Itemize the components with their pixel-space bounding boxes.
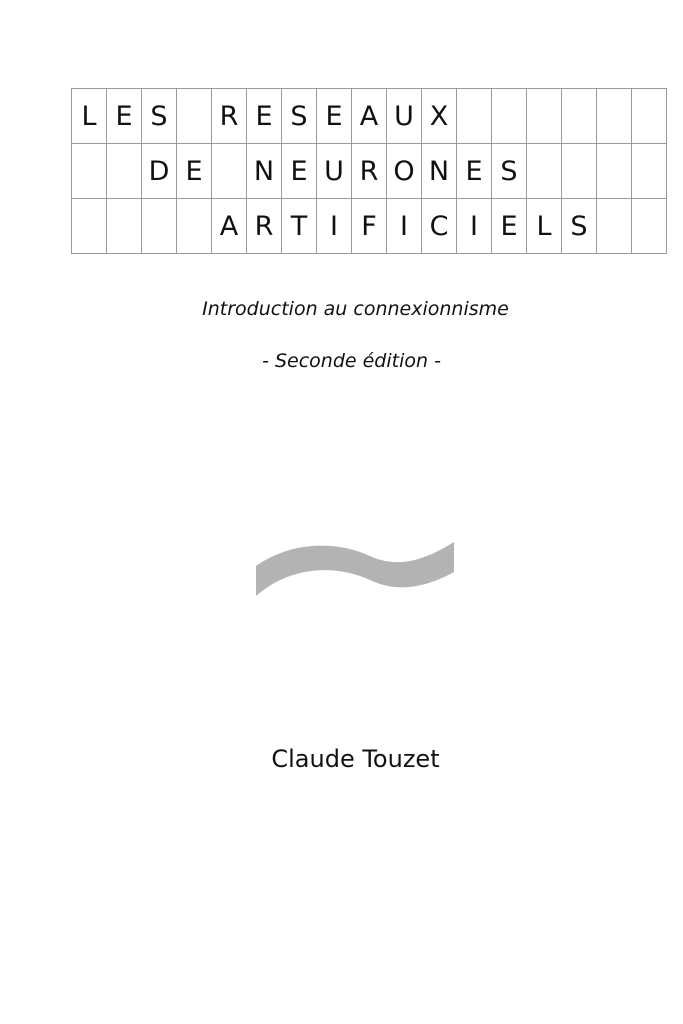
title-grid-cell: L xyxy=(72,89,107,144)
title-grid-cell: E xyxy=(247,89,282,144)
tilde-wave-icon xyxy=(250,536,460,602)
title-grid-cell xyxy=(527,144,562,199)
title-grid-cell xyxy=(142,199,177,254)
title-grid-body xyxy=(72,89,667,254)
title-grid-cell: N xyxy=(422,144,457,199)
title-grid-cell: E xyxy=(492,199,527,254)
title-grid-cell: U xyxy=(317,144,352,199)
title-grid-cell xyxy=(72,199,107,254)
title-grid-cell xyxy=(177,199,212,254)
title-grid-cell: R xyxy=(247,199,282,254)
title-grid-cell: X xyxy=(422,89,457,144)
title-grid-cell xyxy=(632,199,667,254)
title-letter-grid xyxy=(71,88,667,254)
title-grid-cell xyxy=(212,144,247,199)
title-grid-cell: O xyxy=(387,144,422,199)
title-grid-cell: E xyxy=(457,144,492,199)
title-grid-cell: I xyxy=(317,199,352,254)
title-grid-cell: C xyxy=(422,199,457,254)
author-name: Claude Touzet xyxy=(271,745,440,773)
title-grid-cell xyxy=(562,89,597,144)
title-grid-cell xyxy=(107,144,142,199)
tilde-wave-shape xyxy=(256,542,454,596)
title-grid-cell: N xyxy=(247,144,282,199)
title-grid-cell xyxy=(562,144,597,199)
title-grid-cell xyxy=(107,199,142,254)
title-grid-cell: L xyxy=(527,199,562,254)
title-grid-cell: U xyxy=(387,89,422,144)
title-grid-cell: E xyxy=(177,144,212,199)
title-grid-cell: A xyxy=(212,199,247,254)
title-grid-cell xyxy=(597,144,632,199)
title-grid-cell xyxy=(457,89,492,144)
title-grid-cell xyxy=(597,89,632,144)
title-grid-cell xyxy=(632,89,667,144)
title-grid-row xyxy=(72,89,667,144)
title-grid-cell: A xyxy=(352,89,387,144)
title-grid-cell xyxy=(597,199,632,254)
title-grid-cell: F xyxy=(352,199,387,254)
title-grid-cell: T xyxy=(282,199,317,254)
title-grid-cell xyxy=(527,89,562,144)
title-grid-cell: E xyxy=(107,89,142,144)
title-grid-cell xyxy=(492,89,527,144)
title-grid-cell: E xyxy=(317,89,352,144)
title-grid-cell: S xyxy=(562,199,597,254)
title-grid-cell: D xyxy=(142,144,177,199)
title-grid-cell xyxy=(632,144,667,199)
title-grid-row xyxy=(72,199,667,254)
title-grid-cell: I xyxy=(457,199,492,254)
title-grid-cell xyxy=(72,144,107,199)
title-grid-cell: I xyxy=(387,199,422,254)
title-grid-row xyxy=(72,144,667,199)
title-grid-cell xyxy=(177,89,212,144)
title-grid-cell: R xyxy=(212,89,247,144)
title-grid-cell: S xyxy=(282,89,317,144)
edition-label: - Seconde édition - xyxy=(262,350,441,372)
title-grid-cell: S xyxy=(492,144,527,199)
title-grid-cell: E xyxy=(282,144,317,199)
title-grid-cell: R xyxy=(352,144,387,199)
title-grid-cell: S xyxy=(142,89,177,144)
book-subtitle: Introduction au connexionnisme xyxy=(202,298,509,320)
